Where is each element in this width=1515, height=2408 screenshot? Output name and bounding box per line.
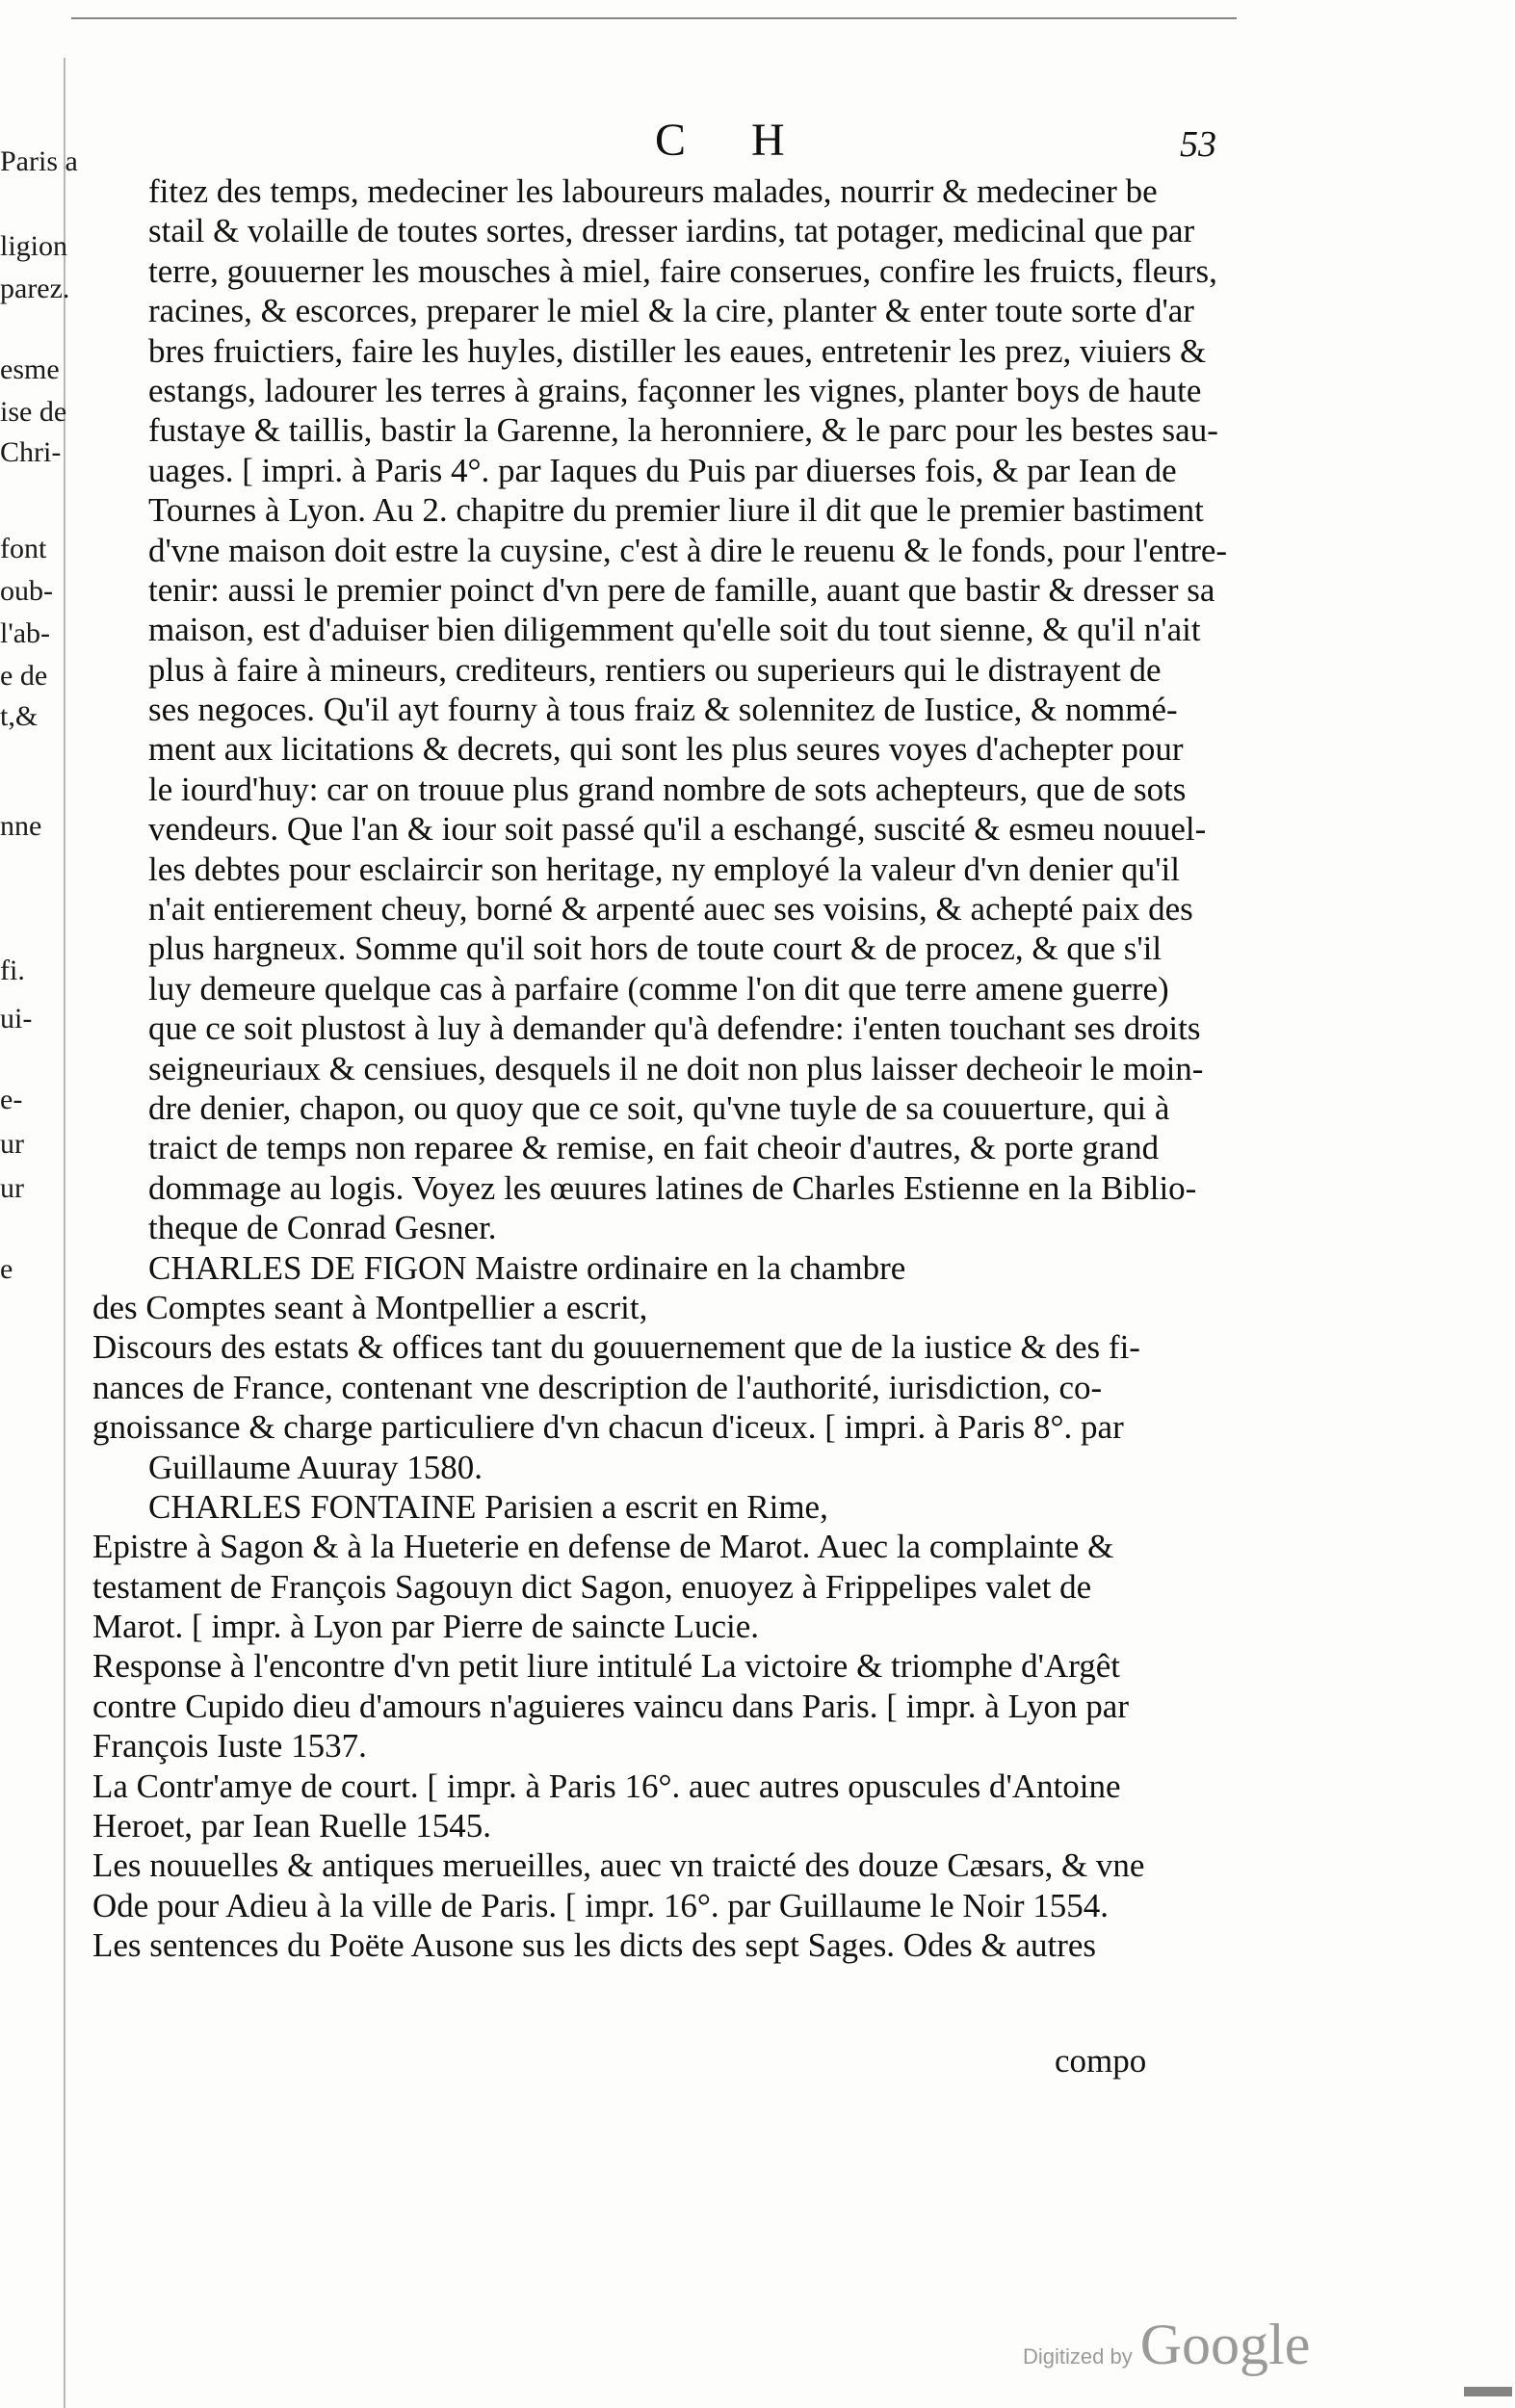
margin-note: nne [0, 810, 42, 842]
text-line: plus à faire à mineurs, crediteurs, rentiers ou superieurs qui le distrayent de [148, 650, 1162, 689]
margin-note: ur [0, 1128, 24, 1160]
text-line: Discours des estats & offices tant du gouuernement que de la iustice & des fi- [92, 1328, 1140, 1367]
text-line: fitez des temps, medeciner les laboureurs malades, nourrir & medeciner be [148, 172, 1158, 210]
text-line: des Comptes seant à Montpellier a escrit, [92, 1288, 648, 1326]
margin-note: Chri- [0, 436, 62, 468]
text-line: contre Cupido dieu d'amours n'aguieres vaincu dans Paris. [ impr. à Lyon par [92, 1687, 1129, 1725]
margin-note: e [0, 1253, 13, 1285]
text-line: Les nouuelles & antiques merueilles, auec vn traicté des douze Cæsars, & vne [92, 1846, 1145, 1885]
text-line: François Iuste 1537. [92, 1727, 367, 1766]
text-line: Ode pour Adieu à la ville de Paris. [ impr. 16°. par Guillaume le Noir 1554. [92, 1886, 1110, 1924]
entry-heading-figon: CHARLES DE FIGON Maistre ordinaire en la chambre [148, 1248, 906, 1287]
text-line: seigneuriaux & censiues, desquels il ne doit non plus laisser decheoir le moin- [148, 1049, 1204, 1087]
margin-note: ise de [0, 396, 67, 428]
text-line: uages. [ impri. à Paris 4°. par Iaques du Puis par diuerses fois, & par Iean de [148, 451, 1177, 489]
margin-note: l'ab- [0, 617, 51, 649]
text-line: ment aux licitations & decrets, qui sont les plus seures voyes d'achepter pour [148, 730, 1184, 769]
running-head: C H [655, 115, 812, 166]
text-line: maison, est d'aduiser bien diligemment qu'elle soit du tout sienne, & qu'il n'ait [148, 611, 1201, 649]
catchword: compo [1055, 2042, 1147, 2080]
text-line: theque de Conrad Gesner. [148, 1209, 497, 1247]
margin-note: ui- [0, 1003, 33, 1034]
text-line: stail & volaille de toutes sortes, dresser iardins, tat potager, medicinal que par [148, 212, 1195, 250]
text-line: nances de France, contenant vne description de l'authorité, iurisdiction, co- [92, 1368, 1103, 1406]
text-line: Tournes à Lyon. Au 2. chapitre du premier liure il dit que le premier bastiment [148, 491, 1204, 530]
text-line: vendeurs. Que l'an & iour soit passé qu'il a eschangé, suscité & esmeu nouuel- [148, 810, 1207, 849]
top-rule [71, 17, 1237, 19]
margin-note: t,& [0, 700, 39, 732]
text-line: gnoissance & charge particuliere d'vn chacun d'iceux. [ impri. à Paris 8°. par [92, 1408, 1124, 1447]
text-line: racines, & escorces, preparer le miel & la cire, planter & enter toute sorte d'ar [148, 292, 1194, 330]
margin-note: fi. [0, 955, 25, 986]
watermark-prefix: Digitized by [1023, 2344, 1133, 2369]
text-line: traict de temps non reparee & remise, en fait cheoir d'autres, & porte grand [148, 1129, 1160, 1167]
text-line: le iourd'huy: car on trouue plus grand nombre de sots achepteurs, que de sots [148, 770, 1187, 808]
text-line: d'vne maison doit estre la cuysine, c'est à dire le reuenu & le fonds, pour l'entre- [148, 531, 1228, 569]
text-line: tenir: aussi le premier poinct d'vn pere de famille, auant que bastir & dresser sa [148, 570, 1215, 609]
page-number: 53 [1180, 124, 1216, 165]
margin-note: parez. [0, 273, 70, 304]
margin-note: oub- [0, 575, 53, 607]
entry-heading-fontaine: CHARLES FONTAINE Parisien a escrit en Rime, [148, 1487, 828, 1526]
margin-note: Paris a [0, 145, 78, 177]
text-line: estangs, ladourer les terres à grains, façonner les vignes, planter boys de haute [148, 371, 1202, 409]
margin-note: esme [0, 353, 60, 385]
text-line: Heroet, par Iean Ruelle 1545. [92, 1807, 492, 1845]
main-text [92, 171, 1267, 1966]
text-line: Epistre à Sagon & à la Hueterie en defense de Marot. Auec la complainte & [92, 1528, 1114, 1566]
text-line: terre, gouuerner les mousches à miel, faire conserues, confire les fruicts, fleurs, [148, 251, 1217, 290]
text-line: Les sentences du Poëte Ausone sus les dicts des sept Sages. Odes & autres [92, 1926, 1097, 1965]
google-watermark [1023, 2312, 1310, 2378]
text-line: que ce soit plustost à luy à demander qu'à defendre: i'enten touchant ses droits [148, 1009, 1201, 1048]
margin-note: ur [0, 1172, 24, 1204]
text-line: testament de François Sagouyn dict Sagon, enuoyez à Frippelipes valet de [92, 1567, 1092, 1606]
margin-note: e de [0, 660, 48, 692]
text-line: Marot. [ impr. à Lyon par Pierre de saincte Lucie. [92, 1608, 759, 1646]
scan-mark [1464, 2387, 1512, 2396]
text-line: les debtes pour esclaircir son heritage, ny employé la valeur d'vn denier qu'il [148, 850, 1181, 888]
text-line: Response à l'encontre d'vn petit liure intitulé La victoire & triomphe d'Argêt [92, 1647, 1121, 1686]
margin-note: ligion [0, 230, 68, 262]
text-line: plus hargneux. Somme qu'il soit hors de toute court & de procez, & que s'il [148, 929, 1162, 968]
margin-note: e- [0, 1084, 23, 1115]
text-line: bres fruictiers, faire les huyles, distiller les eaues, entretenir les prez, viuiers & [148, 331, 1207, 370]
google-logo: Google [1139, 2313, 1311, 2376]
text-line: dre denier, chapon, ou quoy que ce soit, qu'vne tuyle de sa couuerture, qui à [148, 1088, 1170, 1127]
text-line: ses negoces. Qu'il ayt fourny à tous fraiz & solennitez de Iustice, & nommé- [148, 691, 1178, 729]
text-line: dommage au logis. Voyez les œuures latines de Charles Estienne en la Biblio- [148, 1168, 1197, 1207]
text-line: luy demeure quelque cas à parfaire (comme l'on dit que terre amene guerre) [148, 969, 1169, 1008]
text-line: fustaye & taillis, bastir la Garenne, la heronniere, & le parc pour les bestes sau- [148, 411, 1218, 450]
text-line: La Contr'amye de court. [ impr. à Paris 16°. auec autres opuscules d'Antoine [92, 1767, 1121, 1805]
text-line: Guillaume Auuray 1580. [148, 1448, 483, 1486]
text-line: n'ait entierement cheuy, borné & arpenté auec ses voisins, & achepté paix des [148, 890, 1193, 929]
margin-note: font [0, 533, 47, 564]
